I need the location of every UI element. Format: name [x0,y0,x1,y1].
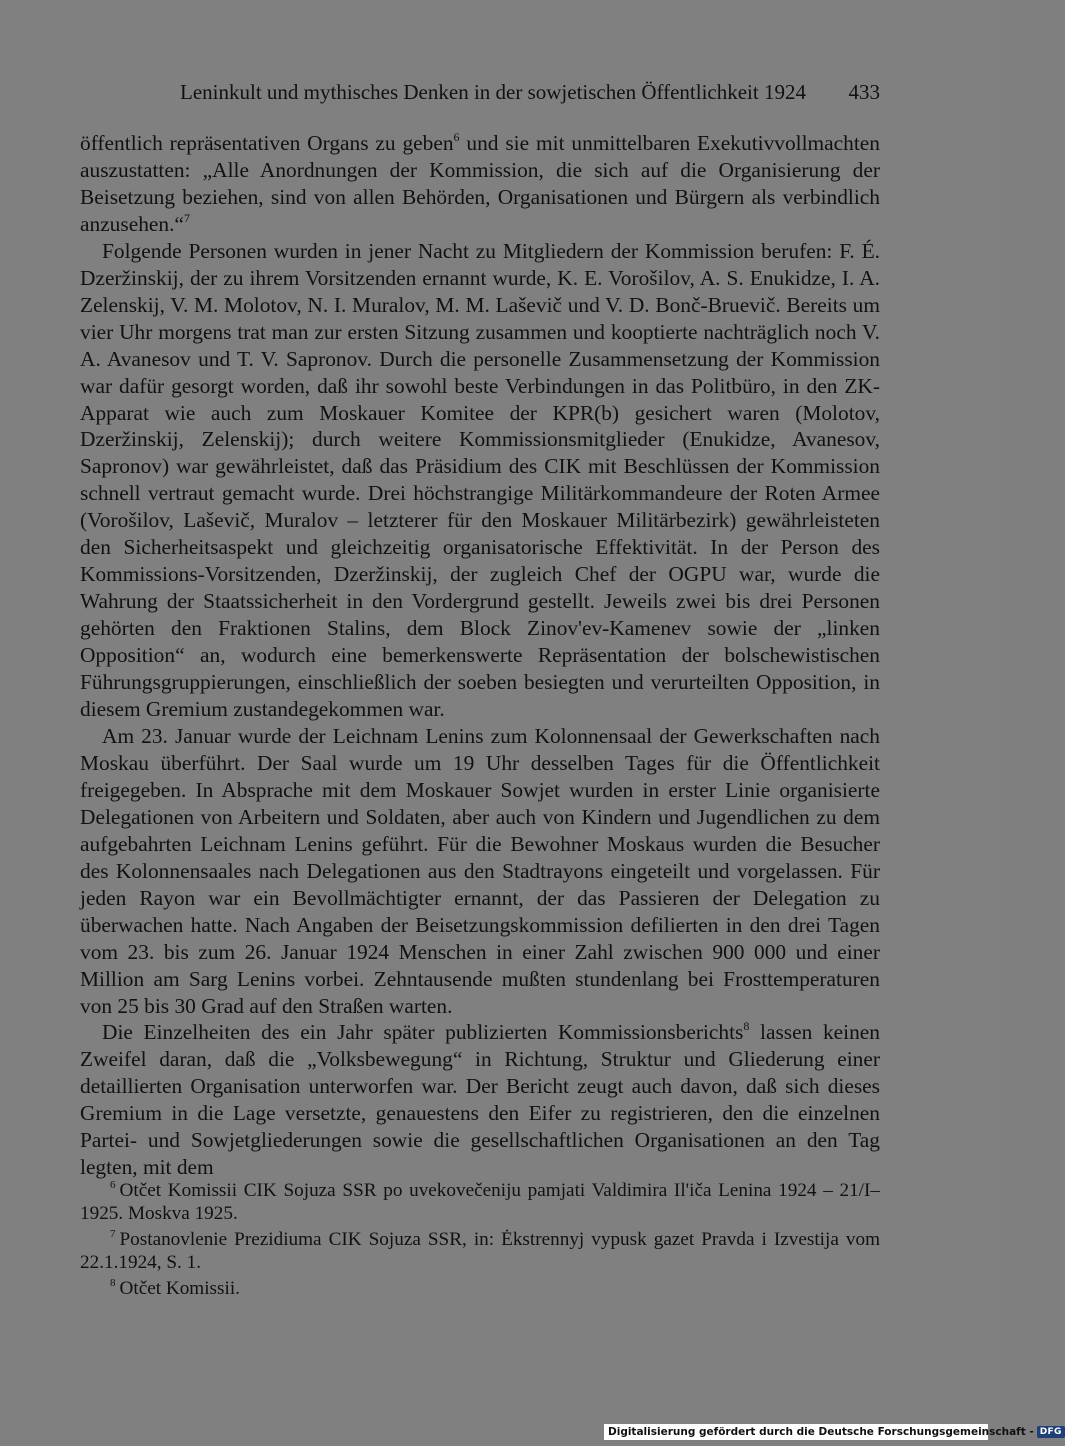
running-title: Leninkult und mythisches Denken in der sowjetischen Öffentlichkeit 1924 [180,80,806,104]
footnote-number: 6 [110,1179,116,1191]
footnote [80,1180,880,1225]
footnote-text: Otčet Komissii. [119,1278,240,1299]
footnote-text: Otčet Komissii CIK Sojuza SSR po uvekovečeniju pamjati Valdimira Il'iča Lenina 1924 – 21/I–1925. Moskva 1925. [80,1180,880,1224]
paragraph-4-text-a: Die Einzelheiten des ein Jahr später publizierten Kommissionsberichts [102,1020,744,1045]
footnote-number: 7 [110,1228,116,1240]
footnote-ref-6: 6 [453,130,460,144]
footnote-ref-7: 7 [183,210,190,225]
paragraph-1 [80,130,880,238]
page-number: 433 [848,80,880,104]
paragraph-2: Folgende Personen wurden in jener Nacht zu Mitgliedern der Kommission berufen: F. É. Dzeržinskij, der zu ihrem Vorsitzenden ernannt wurde, K. E. Vorošilov, A. S. Enukidze, I. A. Zelenskij, V. M. Molotov, N. I. Muralov, M. M. Laševič und V. D. Bonč-Bruevič. Bereits um vier Uhr morgens trat man zur ersten Sitzung zusammen und kooptierte nachträglich noch V. A. Avanesov und T. V. Sapronov. Durch die personelle Zusammensetzung der Kommission war dafür gesorgt worden, daß ihr sowohl beste Verbindungen in das Politbüro, in den ZK-Apparat wie auch zum Moskauer Komitee der KPR(b) gesichert waren (Molotov, Dzeržinskij, Zelenskij); durch weitere Kommissionsmitglieder (Enukidze, Avanesov, Sapronov) war gewährleistet, daß das Präsidium des CIK mit Beschlüssen der Kommission schnell vertraut gemacht wurde. Drei höchstrangige Militärkommandeure der Roten Armee (Vorošilov, Laševič, Muralov – letzterer für den Moskauer Militärbezirk) gewährleisteten den Sicherheitsaspekt und gleichzeitig organisatorische Effektivität. In der Person des Kommissions-Vorsitzenden, Dzeržinskij, der zugleich Chef der OGPU war, wurde die Wahrung der Staatssicherheit in den Vordergrund gestellt. Jeweils zwei bis drei Personen gehörten den Fraktionen Stalins, dem Block Zinov'ev-Kamenev sowie der „linken Opposition“ an, wodurch eine bemerkenswerte Repräsentation der bolschewistischen Führungsgruppierungen, einschließlich der soeben besiegten und verurteilten Opposition, in diesem Gremium zustandegekommen war. [80,238,880,722]
footnote [80,1278,880,1301]
footnote-number: 8 [110,1277,116,1289]
digitization-credit [604,1424,1062,1440]
digitization-credit-text: Digitalisierung gefördert durch die Deutsche Forschungsgemeinschaft - [608,1426,1034,1438]
footnote-text: Postanovlenie Prezidiuma CIK Sojuza SSR, in: Ėkstrennyj vypusk gazet Pravda i Izvestija vom 22.1.1924, S. 1. [80,1229,880,1273]
paragraph-1-text-b: und sie mit unmittelbaren Exekutivvollmachten auszustatten: „Alle Anordnungen der Kommission, die sich auf die Organisierung der Beisetzung beziehen, sind von allen Behörden, Organisationen und Bürgern als verbindlich anzusehen.“ [80,131,881,236]
paragraph-1-text-a: öffentlich repräsentativen Organs zu geben [80,131,454,155]
running-head [80,78,880,106]
body-text [80,130,880,1181]
paragraph-4-text-b: lassen keinen Zweifel daran, daß die „Volksbewegung“ in Richtung, Struktur und Gliederung einer detaillierten Organisation unterworfen war. Der Bericht zeugt auch davon, daß sich dieses Gremium in die Lage versetzte, genauestens den Eifer zu registrieren, den die einzelnen Partei- und Sowjetgliederungen sowie die gesellschaftlichen Organisationen an den Tag legten, mit dem [80,1020,880,1180]
footnote-ref-8: 8 [743,1019,750,1034]
paragraph-3: Am 23. Januar wurde der Leichnam Lenins zum Kolonnensaal der Gewerkschaften nach Moskau überführt. Der Saal wurde um 19 Uhr desselben Tages für die Öffentlichkeit freigegeben. In Absprache mit dem Moskauer Sowjet wurden in erster Linie organisierte Delegationen von Arbeitern und Soldaten, aber auch von Kindern und Jugendlichen zu dem aufgebahrten Leichnam Lenins geführt. Für die Bewohner Moskaus wurden die Besucher des Kolonnensaales nach Delegationen aus den Stadtrayons eingeteilt und vorgelassen. Für jeden Rayon war ein Bevollmächtigter ernannt, der das Passieren der Delegation zu überwachen hatte. Nach Angaben der Beisetzungskommission defilierten in den drei Tagen vom 23. bis zum 26. Januar 1924 Menschen in einer Zahl zwischen 900 000 und einer Million am Sarg Lenins vorbei. Zehntausende mußten stundenlang bei Frosttemperaturen von 25 bis 30 Grad auf den Straßen warten. [80,723,880,1018]
dfg-logo: DFG [1037,1426,1065,1438]
footnotes [80,1180,880,1305]
footnote [80,1229,880,1274]
paragraph-4 [80,1019,880,1181]
